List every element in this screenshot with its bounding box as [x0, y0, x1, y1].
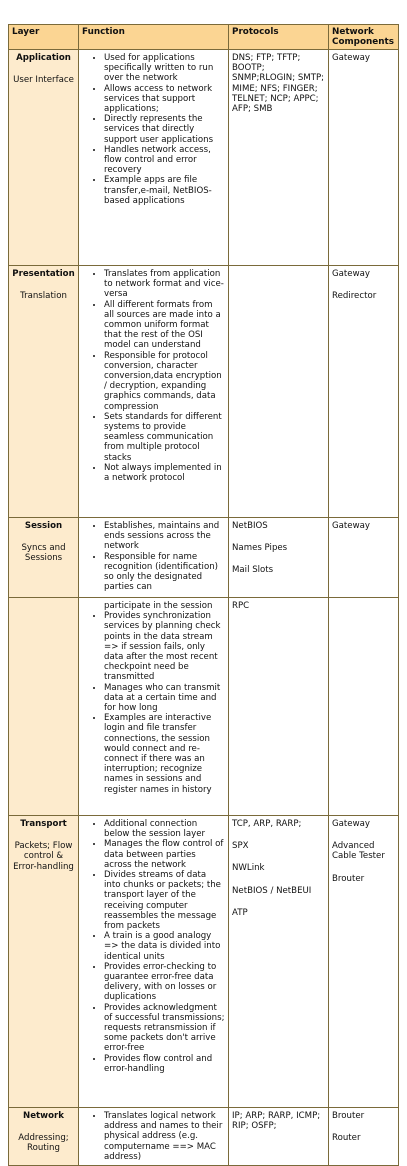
- function-item: • Provides error-checking to guarantee error-free data delivery, with on losses or duplications: [104, 962, 225, 1003]
- header-row: [9, 25, 399, 50]
- function-item: • Manages who can transmit data at a certain time and for how long: [104, 683, 225, 714]
- function-continuation: participate in the session: [104, 601, 213, 611]
- component-text: Gateway: [332, 269, 370, 279]
- function-cell: [79, 816, 229, 1108]
- layer-cell: [9, 598, 79, 816]
- layer-description: Translation: [20, 291, 67, 302]
- component-text: Brouter: [332, 1111, 365, 1121]
- layer-description: Syncs and Sessions: [21, 543, 66, 564]
- table-row: [9, 518, 399, 598]
- function-item: • Establishes, maintains and ends sessions across the network: [104, 521, 225, 552]
- component-text: Brouter: [332, 873, 365, 884]
- layer-description: User Interface: [13, 75, 74, 86]
- layer-cell: [9, 266, 79, 518]
- function-item: • Not always implemented in a network protocol: [104, 463, 225, 483]
- protocol-text: Names Pipes: [232, 543, 288, 554]
- function-item: • Provides flow control and error-handling: [104, 1054, 225, 1074]
- component-text: Gateway: [332, 819, 370, 829]
- protocol-text: NetBIOS / NetBEUI: [232, 885, 312, 896]
- protocol-text: NetBIOS: [232, 521, 268, 531]
- components-cell: [329, 518, 399, 598]
- header-layer: Layer: [9, 25, 79, 50]
- layer-cell: [9, 816, 79, 1108]
- header-protocols: Protocols: [229, 25, 329, 50]
- protocol-text: NWLink: [232, 863, 265, 874]
- component-text: Gateway: [332, 53, 370, 63]
- function-item: • Translates from application to network format and vice-versa: [104, 269, 225, 300]
- layer-name: Session: [24, 521, 63, 531]
- function-item: • Provides acknowledgment of successful transmissions; requests retransmission if some packets don't arrive error-free: [104, 1003, 225, 1054]
- component-text: Router: [332, 1133, 361, 1144]
- layer-cell: [9, 1108, 79, 1166]
- header-network-components: Network Components: [329, 25, 399, 50]
- protocols-cell: [229, 816, 329, 1108]
- table-row: [9, 266, 399, 518]
- protocol-text: Mail Slots: [232, 565, 274, 576]
- layer-name: Application: [16, 53, 71, 63]
- protocol-text: IP; ARP; RARP, ICMP; RIP; OSFP;: [232, 1111, 321, 1132]
- protocol-text: ATP: [232, 907, 248, 918]
- function-item: • Provides synchronization services by planning check points in the data stream => if session fails, only data after the most recent checkpoint need be transmitted: [104, 611, 225, 682]
- function-item: • Allows access to network services that support applications;: [104, 84, 225, 115]
- component-text: Advanced Cable Tester: [332, 841, 385, 862]
- header-function: Function: [79, 25, 229, 50]
- function-item: • Used for applications specifically written to run over the network: [104, 53, 225, 84]
- component-text: Redirector: [332, 291, 377, 302]
- function-cell: [79, 518, 229, 598]
- table-row: [9, 50, 399, 266]
- components-cell: [329, 50, 399, 266]
- function-item: • Responsible for name recognition (identification) so only the designated parties can: [104, 552, 225, 593]
- protocol-text: SPX: [232, 841, 249, 852]
- function-cell: [79, 50, 229, 266]
- layer-cell: [9, 518, 79, 598]
- function-item: • All different formats from all sources are made into a common uniform format that the rest of the OSI model can understand: [104, 300, 225, 351]
- function-item: • Examples are interactive login and file transfer connections, the session would connect and re-connect if there was an interruption; recognize names in sessions and register names in history: [104, 713, 225, 795]
- function-item: • Responsible for protocol conversion, character conversion,data encryption / decryption, expanding graphics commands, data compression: [104, 351, 225, 412]
- table-row: [9, 1108, 399, 1166]
- components-cell: [329, 266, 399, 518]
- function-item: • Handles network access, flow control and error recovery: [104, 145, 225, 176]
- function-cell: [79, 1108, 229, 1166]
- protocols-cell: [229, 50, 329, 266]
- protocol-text: TCP, ARP, RARP;: [232, 819, 302, 829]
- function-item: • Sets standards for different systems to provide seamless communication from multiple protocol stacks: [104, 412, 225, 463]
- function-cell: [79, 266, 229, 518]
- osi-layers-table: [8, 24, 399, 1166]
- layer-name: Network: [23, 1111, 64, 1121]
- protocols-cell: [229, 1108, 329, 1166]
- components-cell: [329, 598, 399, 816]
- protocols-cell: [229, 266, 329, 518]
- layer-description: Addressing; Routing: [18, 1133, 69, 1154]
- function-item: • Additional connection below the session layer: [104, 819, 225, 839]
- layer-name: Presentation: [12, 269, 75, 279]
- function-item: • Directly represents the services that directly support user applications: [104, 114, 225, 145]
- function-cell: [79, 598, 229, 816]
- components-cell: [329, 816, 399, 1108]
- protocol-text: DNS; FTP; TFTP; BOOTP; SNMP;RLOGIN; SMTP; MIME; NFS; FINGER; TELNET; NCP; APPC; AFP; SMB: [232, 53, 325, 115]
- table-row: [9, 816, 399, 1108]
- layer-cell: [9, 50, 79, 266]
- function-item: • Manages the flow control of data between parties across the network: [104, 839, 225, 870]
- components-cell: [329, 1108, 399, 1166]
- table-row: [9, 598, 399, 816]
- function-item: • Translates logical network address and names to their physical address (e.g. computername ==> MAC address): [104, 1111, 225, 1162]
- function-item: • Divides streams of data into chunks or packets; the transport layer of the receiving computer reassembles the message from packets: [104, 870, 225, 931]
- layer-name: Transport: [20, 819, 67, 829]
- protocols-cell: [229, 598, 329, 816]
- component-text: Gateway: [332, 521, 370, 531]
- function-item: • A train is a good analogy => the data is divided into identical units: [104, 931, 225, 962]
- layer-description: Packets; Flow control & Error-handling: [13, 841, 74, 872]
- protocols-cell: [229, 518, 329, 598]
- protocol-text: RPC: [232, 601, 250, 611]
- function-item: • Example apps are file transfer,e-mail, NetBIOS-based applications: [104, 175, 225, 206]
